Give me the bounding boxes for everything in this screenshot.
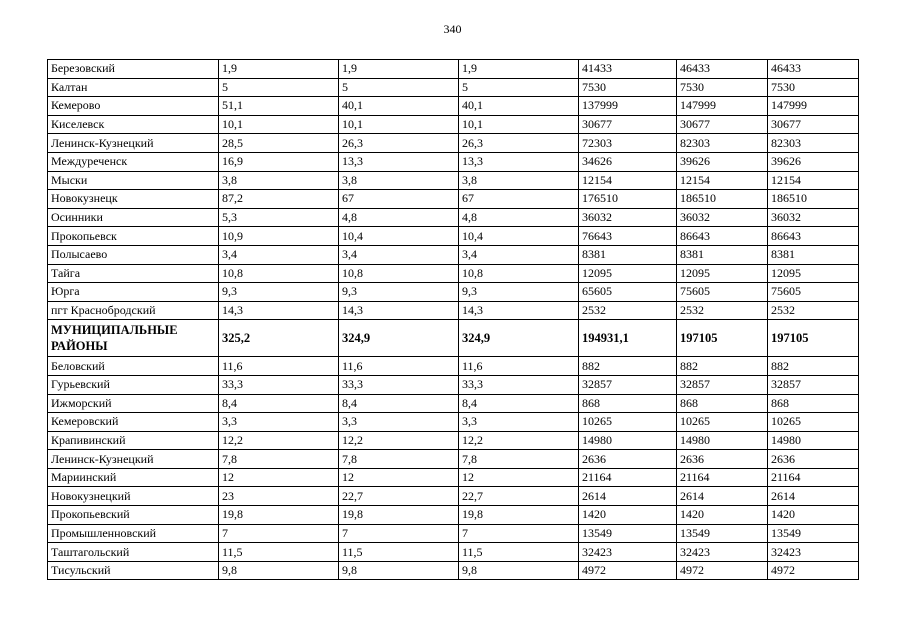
value-cell: 2636: [677, 450, 768, 469]
value-cell: 76643: [579, 227, 677, 246]
value-cell: 2532: [579, 301, 677, 320]
municipality-name-cell: Тисульский: [48, 561, 219, 580]
value-cell: 36032: [579, 208, 677, 227]
value-cell: 46433: [677, 60, 768, 79]
value-cell: 8,4: [459, 394, 579, 413]
value-cell: 137999: [579, 97, 677, 116]
value-cell: 10,8: [459, 264, 579, 283]
municipality-name-cell: Кемеровский: [48, 413, 219, 432]
value-cell: 14,3: [459, 301, 579, 320]
value-cell: 21164: [579, 468, 677, 487]
value-cell: 32423: [768, 543, 859, 562]
municipality-name-cell: Прокопьевск: [48, 227, 219, 246]
value-cell: 147999: [768, 97, 859, 116]
table-row: [48, 227, 859, 246]
value-cell: 41433: [579, 60, 677, 79]
value-cell: 2636: [768, 450, 859, 469]
table-row: [48, 524, 859, 543]
value-cell: 3,8: [459, 171, 579, 190]
value-cell: 12: [339, 468, 459, 487]
value-cell: 13549: [768, 524, 859, 543]
table-row: [48, 450, 859, 469]
value-cell: 12,2: [339, 431, 459, 450]
municipality-name-cell: Гурьевский: [48, 375, 219, 394]
value-cell: 4972: [768, 561, 859, 580]
value-cell: 32423: [677, 543, 768, 562]
value-cell: 1,9: [219, 60, 339, 79]
value-cell: 324,9: [339, 320, 459, 357]
municipality-name-cell: Ижморский: [48, 394, 219, 413]
municipality-name-cell: Новокузнецк: [48, 190, 219, 209]
municipality-name-cell: Мыски: [48, 171, 219, 190]
value-cell: 13549: [579, 524, 677, 543]
value-cell: 67: [339, 190, 459, 209]
value-cell: 3,3: [459, 413, 579, 432]
value-cell: 10265: [768, 413, 859, 432]
value-cell: 12: [219, 468, 339, 487]
value-cell: 11,6: [219, 357, 339, 376]
municipality-name-cell: Кемерово: [48, 97, 219, 116]
value-cell: 8,4: [219, 394, 339, 413]
value-cell: 13,3: [459, 152, 579, 171]
value-cell: 12095: [579, 264, 677, 283]
value-cell: 7530: [677, 78, 768, 97]
value-cell: 1420: [768, 506, 859, 525]
value-cell: 14,3: [219, 301, 339, 320]
value-cell: 32857: [768, 375, 859, 394]
value-cell: 30677: [579, 115, 677, 134]
value-cell: 34626: [579, 152, 677, 171]
value-cell: 868: [768, 394, 859, 413]
value-cell: 86643: [677, 227, 768, 246]
value-cell: 1,9: [339, 60, 459, 79]
value-cell: 3,4: [339, 245, 459, 264]
value-cell: 3,8: [219, 171, 339, 190]
value-cell: 882: [677, 357, 768, 376]
value-cell: 3,4: [459, 245, 579, 264]
value-cell: 194931,1: [579, 320, 677, 357]
value-cell: 4,8: [339, 208, 459, 227]
value-cell: 14980: [579, 431, 677, 450]
value-cell: 197105: [768, 320, 859, 357]
value-cell: 75605: [768, 283, 859, 302]
value-cell: 72303: [579, 134, 677, 153]
value-cell: 186510: [677, 190, 768, 209]
municipality-name-cell: Березовский: [48, 60, 219, 79]
table-row: [48, 190, 859, 209]
value-cell: 882: [579, 357, 677, 376]
value-cell: 10,4: [459, 227, 579, 246]
value-cell: 16,9: [219, 152, 339, 171]
table-row: [48, 468, 859, 487]
value-cell: 36032: [768, 208, 859, 227]
value-cell: 5: [459, 78, 579, 97]
value-cell: 3,3: [219, 413, 339, 432]
table-row: [48, 115, 859, 134]
value-cell: 147999: [677, 97, 768, 116]
value-cell: 324,9: [459, 320, 579, 357]
value-cell: 868: [579, 394, 677, 413]
value-cell: 1,9: [459, 60, 579, 79]
value-cell: 14980: [677, 431, 768, 450]
value-cell: 86643: [768, 227, 859, 246]
value-cell: 13,3: [339, 152, 459, 171]
value-cell: 26,3: [339, 134, 459, 153]
value-cell: 12095: [768, 264, 859, 283]
value-cell: 19,8: [459, 506, 579, 525]
value-cell: 8381: [768, 245, 859, 264]
value-cell: 10,8: [219, 264, 339, 283]
value-cell: 12,2: [459, 431, 579, 450]
value-cell: 176510: [579, 190, 677, 209]
value-cell: 7,8: [339, 450, 459, 469]
value-cell: 33,3: [339, 375, 459, 394]
value-cell: 7,8: [459, 450, 579, 469]
page-number: 340: [443, 22, 462, 36]
value-cell: 3,3: [339, 413, 459, 432]
table-row: [48, 431, 859, 450]
value-cell: 12: [459, 468, 579, 487]
value-cell: 9,8: [219, 561, 339, 580]
value-cell: 7: [339, 524, 459, 543]
value-cell: 65605: [579, 283, 677, 302]
municipality-name-cell: Калтан: [48, 78, 219, 97]
table-row: [48, 78, 859, 97]
municipality-name-cell: пгт Краснобродский: [48, 301, 219, 320]
value-cell: 51,1: [219, 97, 339, 116]
table-row: [48, 208, 859, 227]
value-cell: 36032: [677, 208, 768, 227]
municipality-name-cell: Прокопьевский: [48, 506, 219, 525]
value-cell: 30677: [677, 115, 768, 134]
value-cell: 7: [459, 524, 579, 543]
table-row: [48, 152, 859, 171]
table-row: [48, 264, 859, 283]
table-row: [48, 357, 859, 376]
value-cell: 4972: [677, 561, 768, 580]
value-cell: 32857: [579, 375, 677, 394]
value-cell: 33,3: [459, 375, 579, 394]
value-cell: 868: [677, 394, 768, 413]
value-cell: 10265: [579, 413, 677, 432]
value-cell: 5: [219, 78, 339, 97]
table-body: [48, 60, 859, 580]
value-cell: 2532: [677, 301, 768, 320]
value-cell: 28,5: [219, 134, 339, 153]
municipality-name-cell: Юрга: [48, 283, 219, 302]
value-cell: 9,3: [339, 283, 459, 302]
value-cell: 2636: [579, 450, 677, 469]
value-cell: 10,1: [219, 115, 339, 134]
table-row: [48, 413, 859, 432]
value-cell: 39626: [768, 152, 859, 171]
value-cell: 1420: [677, 506, 768, 525]
value-cell: 14,3: [339, 301, 459, 320]
value-cell: 186510: [768, 190, 859, 209]
table-row: [48, 171, 859, 190]
value-cell: 23: [219, 487, 339, 506]
value-cell: 30677: [768, 115, 859, 134]
value-cell: 8,4: [339, 394, 459, 413]
value-cell: 8381: [677, 245, 768, 264]
value-cell: 75605: [677, 283, 768, 302]
value-cell: 19,8: [339, 506, 459, 525]
value-cell: 22,7: [459, 487, 579, 506]
municipality-name-cell: МУНИЦИПАЛЬНЫЕ РАЙОНЫ: [48, 320, 219, 357]
value-cell: 7530: [768, 78, 859, 97]
value-cell: 11,6: [459, 357, 579, 376]
value-cell: 11,5: [459, 543, 579, 562]
value-cell: 39626: [677, 152, 768, 171]
value-cell: 33,3: [219, 375, 339, 394]
table-row: [48, 375, 859, 394]
value-cell: 4,8: [459, 208, 579, 227]
value-cell: 2614: [579, 487, 677, 506]
value-cell: 10,4: [339, 227, 459, 246]
value-cell: 1420: [579, 506, 677, 525]
value-cell: 12095: [677, 264, 768, 283]
value-cell: 10,9: [219, 227, 339, 246]
value-cell: 10,1: [339, 115, 459, 134]
value-cell: 22,7: [339, 487, 459, 506]
value-cell: 12,2: [219, 431, 339, 450]
value-cell: 12154: [677, 171, 768, 190]
value-cell: 46433: [768, 60, 859, 79]
table-row: [48, 97, 859, 116]
value-cell: 82303: [677, 134, 768, 153]
value-cell: 197105: [677, 320, 768, 357]
value-cell: 7530: [579, 78, 677, 97]
value-cell: 87,2: [219, 190, 339, 209]
municipality-name-cell: Таштагольский: [48, 543, 219, 562]
value-cell: 26,3: [459, 134, 579, 153]
municipality-name-cell: Промышленновский: [48, 524, 219, 543]
table-row: [48, 60, 859, 79]
value-cell: 13549: [677, 524, 768, 543]
table-row: [48, 487, 859, 506]
municipality-name-cell: Ленинск-Кузнецкий: [48, 450, 219, 469]
value-cell: 2532: [768, 301, 859, 320]
municipality-name-cell: Новокузнецкий: [48, 487, 219, 506]
value-cell: 9,8: [459, 561, 579, 580]
table-row: [48, 283, 859, 302]
municipality-name-cell: Крапивинский: [48, 431, 219, 450]
table-row: [48, 543, 859, 562]
table-row: [48, 134, 859, 153]
municipality-name-cell: Ленинск-Кузнецкий: [48, 134, 219, 153]
value-cell: 9,3: [219, 283, 339, 302]
table-row: [48, 561, 859, 580]
municipality-name-cell: Киселевск: [48, 115, 219, 134]
value-cell: 882: [768, 357, 859, 376]
value-cell: 40,1: [459, 97, 579, 116]
value-cell: 11,5: [339, 543, 459, 562]
value-cell: 4972: [579, 561, 677, 580]
table-section-header-row: [48, 320, 859, 357]
municipality-name-cell: Междуреченск: [48, 152, 219, 171]
value-cell: 32423: [579, 543, 677, 562]
value-cell: 325,2: [219, 320, 339, 357]
value-cell: 12154: [768, 171, 859, 190]
value-cell: 5: [339, 78, 459, 97]
value-cell: 3,4: [219, 245, 339, 264]
value-cell: 9,8: [339, 561, 459, 580]
value-cell: 3,8: [339, 171, 459, 190]
value-cell: 11,5: [219, 543, 339, 562]
table-row: [48, 506, 859, 525]
value-cell: 7: [219, 524, 339, 543]
table-row: [48, 394, 859, 413]
value-cell: 40,1: [339, 97, 459, 116]
value-cell: 11,6: [339, 357, 459, 376]
value-cell: 2614: [768, 487, 859, 506]
municipality-name-cell: Мариинский: [48, 468, 219, 487]
value-cell: 9,3: [459, 283, 579, 302]
value-cell: 10265: [677, 413, 768, 432]
data-table: [47, 59, 859, 580]
value-cell: 32857: [677, 375, 768, 394]
municipality-name-cell: Беловский: [48, 357, 219, 376]
value-cell: 5,3: [219, 208, 339, 227]
value-cell: 8381: [579, 245, 677, 264]
value-cell: 21164: [677, 468, 768, 487]
municipality-name-cell: Полысаево: [48, 245, 219, 264]
value-cell: 10,1: [459, 115, 579, 134]
municipality-name-cell: Тайга: [48, 264, 219, 283]
value-cell: 21164: [768, 468, 859, 487]
value-cell: 10,8: [339, 264, 459, 283]
value-cell: 14980: [768, 431, 859, 450]
value-cell: 7,8: [219, 450, 339, 469]
value-cell: 82303: [768, 134, 859, 153]
value-cell: 12154: [579, 171, 677, 190]
value-cell: 19,8: [219, 506, 339, 525]
value-cell: 2614: [677, 487, 768, 506]
table-row: [48, 245, 859, 264]
municipality-name-cell: Осинники: [48, 208, 219, 227]
table-row: [48, 301, 859, 320]
value-cell: 67: [459, 190, 579, 209]
